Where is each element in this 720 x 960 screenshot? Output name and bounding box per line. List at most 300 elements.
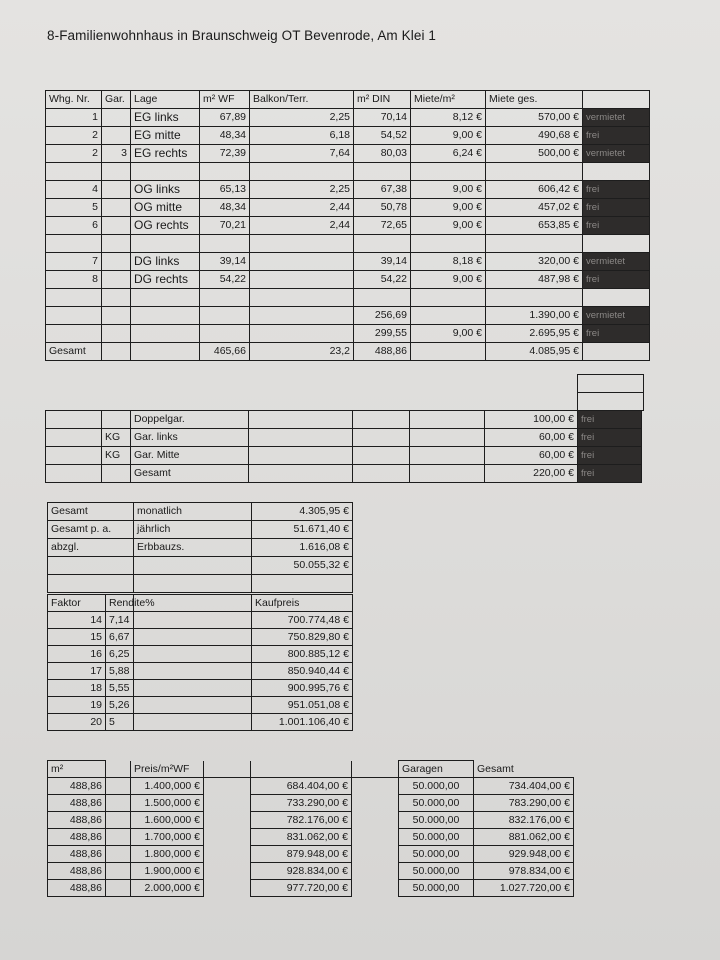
pricing-gap bbox=[352, 795, 399, 812]
pricing-area: 488,86 bbox=[48, 795, 106, 812]
pricing-area: 488,86 bbox=[48, 778, 106, 795]
unit-rent-total bbox=[486, 289, 583, 307]
garage-empty-cell bbox=[353, 429, 410, 447]
garages-table bbox=[45, 410, 642, 483]
garage-empty-cell bbox=[249, 465, 353, 483]
purchase-price: 850.940,44 € bbox=[252, 663, 353, 680]
pricing-gap bbox=[204, 795, 251, 812]
unit-din-area: 80,03 bbox=[354, 145, 411, 163]
unit-balcony bbox=[250, 253, 354, 271]
pricing-header-m2: m² bbox=[48, 761, 106, 778]
pricing-value: 928.834,00 € bbox=[251, 863, 352, 880]
pricing-header-gap bbox=[352, 761, 399, 778]
pricing-total: 783.290,00 € bbox=[474, 795, 574, 812]
unit-number: 2 bbox=[46, 145, 102, 163]
garage-empty-cell bbox=[249, 447, 353, 465]
unit-living-area bbox=[200, 163, 250, 181]
unit-din-area: 72,65 bbox=[354, 217, 411, 235]
unit-living-area bbox=[200, 307, 250, 325]
unit-status-badge bbox=[583, 235, 650, 253]
unit-location: OG links bbox=[131, 181, 200, 199]
unit-location bbox=[131, 343, 200, 361]
factor-value: 14 bbox=[48, 612, 106, 629]
units-header-cell: Miete/m² bbox=[411, 91, 486, 109]
unit-status-badge: vermietet bbox=[583, 307, 650, 325]
factor-value: 15 bbox=[48, 629, 106, 646]
pricing-gap bbox=[106, 812, 131, 829]
unit-number bbox=[46, 307, 102, 325]
unit-status-badge: frei bbox=[583, 271, 650, 289]
unit-rent-total: 2.695,95 € bbox=[486, 325, 583, 343]
unit-rent-per-m2: 8,18 € bbox=[411, 253, 486, 271]
pricing-total: 929.948,00 € bbox=[474, 846, 574, 863]
factors-header-cell: Rendite% bbox=[106, 595, 134, 612]
unit-location: OG rechts bbox=[131, 217, 200, 235]
unit-din-area: 299,55 bbox=[354, 325, 411, 343]
pricing-row bbox=[48, 795, 574, 812]
pricing-value: 733.290,00 € bbox=[251, 795, 352, 812]
income-empty-cell bbox=[134, 575, 252, 593]
yield-percent: 5 bbox=[106, 714, 134, 731]
units-row bbox=[46, 163, 650, 181]
unit-location: DG links bbox=[131, 253, 200, 271]
pricing-value: 831.062,00 € bbox=[251, 829, 352, 846]
pricing-total: 1.027.720,00 € bbox=[474, 880, 574, 897]
unit-balcony bbox=[250, 163, 354, 181]
unit-rent-per-m2: 9,00 € bbox=[411, 271, 486, 289]
unit-rent-per-m2: 9,00 € bbox=[411, 127, 486, 145]
garage-rent: 220,00 € bbox=[485, 465, 578, 483]
factors-row bbox=[48, 680, 353, 697]
unit-location: EG mitte bbox=[131, 127, 200, 145]
pricing-price-per-m2: 1.700,000 € bbox=[131, 829, 204, 846]
unit-balcony: 2,44 bbox=[250, 199, 354, 217]
unit-number bbox=[46, 163, 102, 181]
garage-row bbox=[46, 429, 642, 447]
factor-value: 20 bbox=[48, 714, 106, 731]
garage-empty-cell bbox=[46, 465, 102, 483]
pricing-garages: 50.000,00 bbox=[399, 846, 474, 863]
unit-living-area bbox=[200, 235, 250, 253]
unit-din-area: 54,52 bbox=[354, 127, 411, 145]
factor-empty-cell bbox=[134, 697, 252, 714]
pricing-garages: 50.000,00 bbox=[399, 778, 474, 795]
pricing-gap bbox=[352, 863, 399, 880]
units-row bbox=[46, 199, 650, 217]
unit-status-badge bbox=[583, 343, 650, 361]
factors-table bbox=[47, 594, 353, 731]
factor-empty-cell bbox=[134, 714, 252, 731]
unit-rent-total: 487,98 € bbox=[486, 271, 583, 289]
unit-balcony: 2,25 bbox=[250, 109, 354, 127]
unit-balcony: 7,64 bbox=[250, 145, 354, 163]
pricing-value: 684.404,00 € bbox=[251, 778, 352, 795]
pricing-gap bbox=[352, 880, 399, 897]
garage-empty-cell bbox=[410, 411, 485, 429]
unit-status-badge: frei bbox=[583, 127, 650, 145]
garage-level: KG bbox=[102, 429, 131, 447]
units-header-row bbox=[46, 91, 650, 109]
unit-living-area: 48,34 bbox=[200, 199, 250, 217]
garage-rent: 60,00 € bbox=[485, 447, 578, 465]
unit-status-badge: frei bbox=[583, 217, 650, 235]
unit-garage bbox=[102, 163, 131, 181]
unit-rent-per-m2 bbox=[411, 289, 486, 307]
unit-rent-per-m2: 8,12 € bbox=[411, 109, 486, 127]
unit-status-badge bbox=[583, 163, 650, 181]
unit-din-area: 67,38 bbox=[354, 181, 411, 199]
purchase-price: 951.051,08 € bbox=[252, 697, 353, 714]
unit-location: DG rechts bbox=[131, 271, 200, 289]
garage-status-badge: frei bbox=[578, 411, 642, 429]
yield-percent: 7,14 bbox=[106, 612, 134, 629]
garage-level: KG bbox=[102, 447, 131, 465]
factor-empty-cell bbox=[134, 629, 252, 646]
garage-status-badge: frei bbox=[578, 447, 642, 465]
income-label: Gesamt p. a. bbox=[48, 521, 134, 539]
yield-percent: 5,26 bbox=[106, 697, 134, 714]
pricing-gap bbox=[106, 846, 131, 863]
unit-location bbox=[131, 325, 200, 343]
pricing-price-per-m2: 1.900,000 € bbox=[131, 863, 204, 880]
unit-garage bbox=[102, 307, 131, 325]
pricing-total: 832.176,00 € bbox=[474, 812, 574, 829]
unit-rent-total: 320,00 € bbox=[486, 253, 583, 271]
unit-rent-per-m2 bbox=[411, 163, 486, 181]
unit-living-area bbox=[200, 325, 250, 343]
garage-empty-cell bbox=[410, 429, 485, 447]
unit-garage bbox=[102, 325, 131, 343]
income-period: jährlich bbox=[134, 521, 252, 539]
unit-number: 6 bbox=[46, 217, 102, 235]
pricing-gap bbox=[106, 829, 131, 846]
unit-rent-per-m2: 9,00 € bbox=[411, 325, 486, 343]
income-row bbox=[48, 557, 353, 575]
unit-status-badge bbox=[583, 289, 650, 307]
garage-empty-cell bbox=[46, 429, 102, 447]
garage-row bbox=[46, 411, 642, 429]
units-header-cell: m² DIN bbox=[354, 91, 411, 109]
garage-status-badge: frei bbox=[578, 465, 642, 483]
unit-balcony: 6,18 bbox=[250, 127, 354, 145]
pricing-header-gap bbox=[204, 761, 251, 778]
unit-status-badge: frei bbox=[583, 181, 650, 199]
units-header-cell: Miete ges. bbox=[486, 91, 583, 109]
factors-header-cell: Kaufpreis bbox=[252, 595, 353, 612]
pricing-area: 488,86 bbox=[48, 880, 106, 897]
unit-rent-total: 606,42 € bbox=[486, 181, 583, 199]
income-row bbox=[48, 503, 353, 521]
unit-balcony bbox=[250, 325, 354, 343]
pricing-gap bbox=[106, 795, 131, 812]
unit-living-area: 48,34 bbox=[200, 127, 250, 145]
factor-value: 17 bbox=[48, 663, 106, 680]
unit-rent-total: 570,00 € bbox=[486, 109, 583, 127]
unit-garage bbox=[102, 181, 131, 199]
factor-value: 18 bbox=[48, 680, 106, 697]
factors-header-cell: Faktor bbox=[48, 595, 106, 612]
garage-empty-cell bbox=[249, 429, 353, 447]
pricing-row bbox=[48, 863, 574, 880]
pricing-row bbox=[48, 880, 574, 897]
unit-rent-per-m2 bbox=[411, 307, 486, 325]
garage-empty-cell bbox=[353, 447, 410, 465]
factors-row bbox=[48, 697, 353, 714]
factors-header-row bbox=[48, 595, 353, 612]
unit-rent-total bbox=[486, 163, 583, 181]
unit-garage bbox=[102, 289, 131, 307]
pricing-row bbox=[48, 812, 574, 829]
pricing-garages: 50.000,00 bbox=[399, 863, 474, 880]
pricing-header-price: Preis/m²WF bbox=[131, 761, 204, 778]
unit-din-area bbox=[354, 163, 411, 181]
pricing-header-row bbox=[48, 761, 574, 778]
spacer-cell bbox=[578, 393, 644, 411]
garage-empty-cell bbox=[410, 447, 485, 465]
purchase-price: 750.829,80 € bbox=[252, 629, 353, 646]
pricing-header-value bbox=[251, 761, 352, 778]
unit-living-area bbox=[200, 289, 250, 307]
income-value: 4.305,95 € bbox=[252, 503, 353, 521]
unit-rent-per-m2: 9,00 € bbox=[411, 181, 486, 199]
garage-name: Gesamt bbox=[131, 465, 249, 483]
pricing-price-per-m2: 1.600,000 € bbox=[131, 812, 204, 829]
unit-location: EG links bbox=[131, 109, 200, 127]
pricing-garages: 50.000,00 bbox=[399, 880, 474, 897]
unit-number: 7 bbox=[46, 253, 102, 271]
factor-empty-cell bbox=[134, 612, 252, 629]
income-period: Erbbauzs. bbox=[134, 539, 252, 557]
pricing-gap bbox=[352, 812, 399, 829]
income-label: Gesamt bbox=[48, 503, 134, 521]
unit-garage bbox=[102, 253, 131, 271]
pricing-total: 881.062,00 € bbox=[474, 829, 574, 846]
pricing-header-garages: Garagen bbox=[399, 761, 474, 778]
unit-balcony: 23,2 bbox=[250, 343, 354, 361]
unit-living-area: 465,66 bbox=[200, 343, 250, 361]
pricing-area: 488,86 bbox=[48, 812, 106, 829]
unit-din-area bbox=[354, 235, 411, 253]
pricing-gap bbox=[106, 880, 131, 897]
pricing-gap bbox=[106, 778, 131, 795]
garage-name: Doppelgar. bbox=[131, 411, 249, 429]
unit-rent-per-m2 bbox=[411, 343, 486, 361]
garage-level bbox=[102, 465, 131, 483]
income-label bbox=[48, 557, 134, 575]
pricing-gap bbox=[204, 880, 251, 897]
units-row bbox=[46, 307, 650, 325]
factor-value: 16 bbox=[48, 646, 106, 663]
income-row bbox=[48, 521, 353, 539]
pricing-gap bbox=[204, 778, 251, 795]
factors-row bbox=[48, 646, 353, 663]
yield-percent: 6,25 bbox=[106, 646, 134, 663]
unit-garage: 3 bbox=[102, 145, 131, 163]
pricing-price-per-m2: 2.000,000 € bbox=[131, 880, 204, 897]
purchase-price: 700.774,48 € bbox=[252, 612, 353, 629]
unit-balcony: 2,44 bbox=[250, 217, 354, 235]
unit-rent-total: 500,00 € bbox=[486, 145, 583, 163]
units-row bbox=[46, 325, 650, 343]
pricing-gap bbox=[204, 846, 251, 863]
income-value: 51.671,40 € bbox=[252, 521, 353, 539]
factors-row bbox=[48, 714, 353, 731]
pricing-gap bbox=[352, 846, 399, 863]
garage-name: Gar. links bbox=[131, 429, 249, 447]
unit-number: 2 bbox=[46, 127, 102, 145]
unit-living-area: 54,22 bbox=[200, 271, 250, 289]
pricing-gap bbox=[106, 863, 131, 880]
income-value: 50.055,32 € bbox=[252, 557, 353, 575]
factor-empty-cell bbox=[134, 646, 252, 663]
unit-number: 8 bbox=[46, 271, 102, 289]
units-row bbox=[46, 253, 650, 271]
units-row bbox=[46, 217, 650, 235]
pricing-value: 977.720,00 € bbox=[251, 880, 352, 897]
factor-empty-cell bbox=[134, 680, 252, 697]
income-empty-cell bbox=[252, 575, 353, 593]
unit-status-badge: vermietet bbox=[583, 145, 650, 163]
units-header-cell: m² WF bbox=[200, 91, 250, 109]
unit-status-badge: vermietet bbox=[583, 253, 650, 271]
unit-rent-per-m2 bbox=[411, 235, 486, 253]
unit-status-badge: frei bbox=[583, 325, 650, 343]
pricing-gap bbox=[204, 829, 251, 846]
garage-empty-cell bbox=[46, 411, 102, 429]
pricing-table bbox=[47, 760, 574, 897]
garage-empty-cell bbox=[353, 465, 410, 483]
unit-din-area: 488,86 bbox=[354, 343, 411, 361]
units-table bbox=[45, 90, 650, 361]
income-empty-cell bbox=[48, 575, 134, 593]
units-table-spacer bbox=[577, 374, 644, 411]
units-header-cell: Gar. bbox=[102, 91, 131, 109]
pricing-price-per-m2: 1.500,000 € bbox=[131, 795, 204, 812]
pricing-row bbox=[48, 778, 574, 795]
unit-din-area bbox=[354, 289, 411, 307]
page-title: 8-Familienwohnhaus in Braunschweig OT Bevenrode, Am Klei 1 bbox=[47, 28, 437, 43]
yield-percent: 5,55 bbox=[106, 680, 134, 697]
pricing-area: 488,86 bbox=[48, 863, 106, 880]
unit-location bbox=[131, 289, 200, 307]
pricing-garages: 50.000,00 bbox=[399, 829, 474, 846]
unit-garage bbox=[102, 271, 131, 289]
unit-status-badge: frei bbox=[583, 199, 650, 217]
factor-empty-cell bbox=[134, 663, 252, 680]
unit-garage bbox=[102, 343, 131, 361]
income-table bbox=[47, 502, 353, 593]
unit-location bbox=[131, 235, 200, 253]
unit-din-area: 70,14 bbox=[354, 109, 411, 127]
unit-number: Gesamt bbox=[46, 343, 102, 361]
unit-din-area: 54,22 bbox=[354, 271, 411, 289]
unit-garage bbox=[102, 217, 131, 235]
pricing-value: 879.948,00 € bbox=[251, 846, 352, 863]
pricing-total: 734.404,00 € bbox=[474, 778, 574, 795]
unit-rent-total: 457,02 € bbox=[486, 199, 583, 217]
pricing-price-per-m2: 1.800,000 € bbox=[131, 846, 204, 863]
income-value: 1.616,08 € bbox=[252, 539, 353, 557]
unit-balcony bbox=[250, 289, 354, 307]
units-header-cell: Whg. Nr. bbox=[46, 91, 102, 109]
purchase-price: 800.885,12 € bbox=[252, 646, 353, 663]
income-row bbox=[48, 575, 353, 593]
unit-garage bbox=[102, 109, 131, 127]
unit-din-area: 39,14 bbox=[354, 253, 411, 271]
pricing-gap bbox=[352, 778, 399, 795]
units-header-cell bbox=[583, 91, 650, 109]
pricing-area: 488,86 bbox=[48, 846, 106, 863]
pricing-row bbox=[48, 846, 574, 863]
unit-location: EG rechts bbox=[131, 145, 200, 163]
garage-empty-cell bbox=[249, 411, 353, 429]
unit-number bbox=[46, 325, 102, 343]
garage-level bbox=[102, 411, 131, 429]
purchase-price: 900.995,76 € bbox=[252, 680, 353, 697]
unit-number bbox=[46, 289, 102, 307]
pricing-gap bbox=[352, 829, 399, 846]
units-row bbox=[46, 343, 650, 361]
unit-balcony bbox=[250, 307, 354, 325]
unit-number bbox=[46, 235, 102, 253]
unit-balcony bbox=[250, 271, 354, 289]
pricing-header-gap bbox=[106, 761, 131, 778]
pricing-area: 488,86 bbox=[48, 829, 106, 846]
unit-garage bbox=[102, 127, 131, 145]
unit-balcony: 2,25 bbox=[250, 181, 354, 199]
garage-name: Gar. Mitte bbox=[131, 447, 249, 465]
unit-rent-per-m2: 9,00 € bbox=[411, 199, 486, 217]
factors-row bbox=[48, 629, 353, 646]
unit-rent-per-m2: 6,24 € bbox=[411, 145, 486, 163]
unit-rent-total: 653,85 € bbox=[486, 217, 583, 235]
yield-percent: 6,67 bbox=[106, 629, 134, 646]
units-row bbox=[46, 289, 650, 307]
pricing-total: 978.834,00 € bbox=[474, 863, 574, 880]
units-header-cell: Lage bbox=[131, 91, 200, 109]
unit-din-area: 256,69 bbox=[354, 307, 411, 325]
income-period bbox=[134, 557, 252, 575]
garage-rent: 100,00 € bbox=[485, 411, 578, 429]
unit-balcony bbox=[250, 235, 354, 253]
pricing-garages: 50.000,00 bbox=[399, 812, 474, 829]
unit-rent-total: 1.390,00 € bbox=[486, 307, 583, 325]
unit-number: 5 bbox=[46, 199, 102, 217]
income-label: abzgl. bbox=[48, 539, 134, 557]
pricing-row bbox=[48, 829, 574, 846]
garage-empty-cell bbox=[410, 465, 485, 483]
unit-rent-per-m2: 9,00 € bbox=[411, 217, 486, 235]
unit-number: 1 bbox=[46, 109, 102, 127]
unit-living-area: 39,14 bbox=[200, 253, 250, 271]
units-row bbox=[46, 109, 650, 127]
garage-rent: 60,00 € bbox=[485, 429, 578, 447]
purchase-price: 1.001.106,40 € bbox=[252, 714, 353, 731]
unit-din-area: 50,78 bbox=[354, 199, 411, 217]
unit-living-area: 65,13 bbox=[200, 181, 250, 199]
factor-value: 19 bbox=[48, 697, 106, 714]
garage-empty-cell bbox=[46, 447, 102, 465]
unit-rent-total: 490,68 € bbox=[486, 127, 583, 145]
unit-location bbox=[131, 307, 200, 325]
units-row bbox=[46, 127, 650, 145]
units-row bbox=[46, 271, 650, 289]
unit-garage bbox=[102, 235, 131, 253]
garage-status-badge: frei bbox=[578, 429, 642, 447]
unit-rent-total bbox=[486, 235, 583, 253]
garage-row bbox=[46, 465, 642, 483]
unit-garage bbox=[102, 199, 131, 217]
